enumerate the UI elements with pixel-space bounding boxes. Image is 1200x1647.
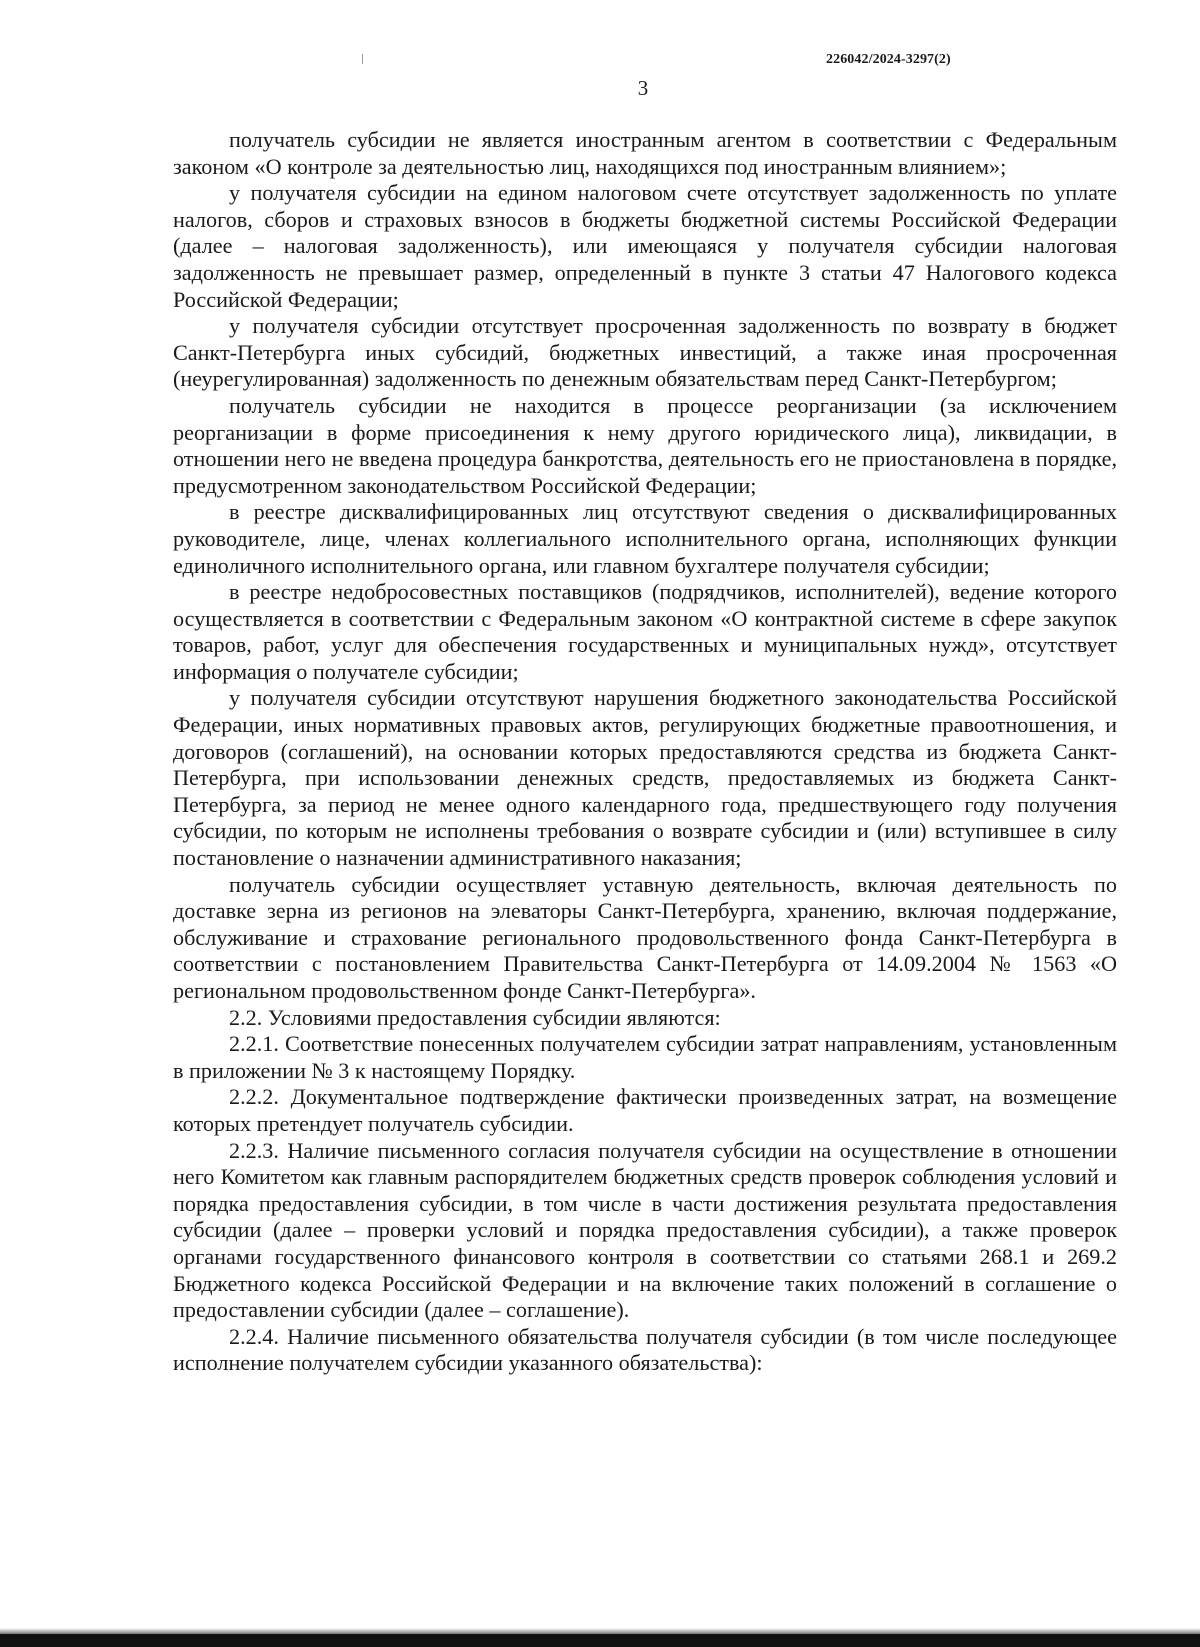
clause-2-2-2: 2.2.2. Документальное подтверждение фактически произведенных затрат, на возмещение которых претендует получатель субсидии. bbox=[173, 1084, 1117, 1136]
paragraph: у получателя субсидии отсутствует просроченная задолженность по возврату в бюджет Санкт-Петербурга иных субсидий, бюджетных инвестиций, а также иная просроченная (неурегулированная) задолженность по денежным обязательствам перед Санкт-Петербургом; bbox=[173, 313, 1117, 392]
document-body bbox=[173, 127, 1117, 1377]
clause-2-2-1: 2.2.1. Соответствие понесенных получателем субсидии затрат направлениям, установленным в приложении № 3 к настоящему Порядку. bbox=[173, 1031, 1117, 1083]
section-heading-2-2: 2.2. Условиями предоставления субсидии являются: bbox=[229, 1004, 721, 1030]
page-number: 3 bbox=[637, 76, 649, 100]
paragraph: получатель субсидии осуществляет уставную деятельность, включая деятельность по доставке зерна из регионов на элеваторы Санкт-Петербурга, хранению, включая поддержание, обслуживание и страхование регионального продовольственного фонда Санкт-Петербурга в соответствии с постановлением Правительства Санкт-Петербурга от 14.09.2004 № 1563 «О региональном продовольственном фонде Санкт-Петербурга». bbox=[173, 871, 1117, 1003]
paragraph: у получателя субсидии на едином налоговом счете отсутствует задолженность по уплате налогов, сборов и страховых взносов в бюджеты бюджетной системы Российской Федерации (далее – налоговая задолженность), или имеющаяся у получателя субсидии налоговая задолженность не превышает размер, определенный в пункте 3 статьи 47 Налогового кодекса Российской Федерации; bbox=[173, 180, 1117, 312]
document-registration-number: 226042/2024-3297(2) bbox=[826, 52, 951, 67]
paragraph: в реестре дисквалифицированных лиц отсутствуют сведения о дисквалифицированных руководителе, лице, членах коллегиального исполнительного органа, исполняющих функции единоличного исполнительного органа, или главном бухгалтере получателя субсидии; bbox=[173, 499, 1117, 578]
paragraph: в реестре недобросовестных поставщиков (подрядчиков, исполнителей), ведение которого осуществляется в соответствии с Федеральным законом «О контрактной системе в сфере закупок товаров, работ, услуг для обеспечения государственных и муниципальных нужд», отсутствует информация о получателе субсидии; bbox=[173, 579, 1117, 684]
paragraph: получатель субсидии не находится в процессе реорганизации (за исключением реорганизации в форме присоединения к нему другого юридического лица), ликвидации, в отношении него не введена процедура банкротства, деятельность его не приостановлена в порядке, предусмотренном законодательством Российской Федерации; bbox=[173, 392, 1117, 498]
scan-bottom-border bbox=[0, 1634, 1200, 1647]
scan-mark bbox=[362, 54, 363, 64]
paragraph: получатель субсидии не является иностранным агентом в соответствии с Федеральным законом «О контроле за деятельностью лиц, находящихся под иностранным влиянием»; bbox=[173, 127, 1117, 179]
paragraph: у получателя субсидии отсутствуют нарушения бюджетного законодательства Российской Федерации, иных нормативных правовых актов, регулирующих бюджетные правоотношения, и договоров (соглашений), на основании которых предоставляются средства из бюджета Санкт-Петербурга, при использовании денежных средств, предоставляемых из бюджета Санкт-Петербурга, за период не менее одного календарного года, предшествующего году получения субсидии, по которым не исполнены требования о возврате субсидии и (или) вступившее в силу постановление о назначении административного наказания; bbox=[173, 685, 1117, 871]
clause-2-2-4: 2.2.4. Наличие письменного обязательства получателя субсидии (в том числе последующее исполнение получателем субсидии указанного обязательства): bbox=[173, 1323, 1117, 1376]
clause-2-2-3: 2.2.3. Наличие письменного согласия получателя субсидии на осуществление в отношении него Комитетом как главным распорядителем бюджетных средств проверок соблюдения условий и порядка предоставления субсидии, в том числе в части достижения результата предоставления субсидии (далее – проверки условий и порядка предоставления субсидии), а также проверок органами государственного финансового контроля в соответствии со статьями 268.1 и 269.2 Бюджетного кодекса Российской Федерации и на включение таких положений в соглашение о предоставлении субсидии (далее – соглашение). bbox=[173, 1137, 1117, 1323]
